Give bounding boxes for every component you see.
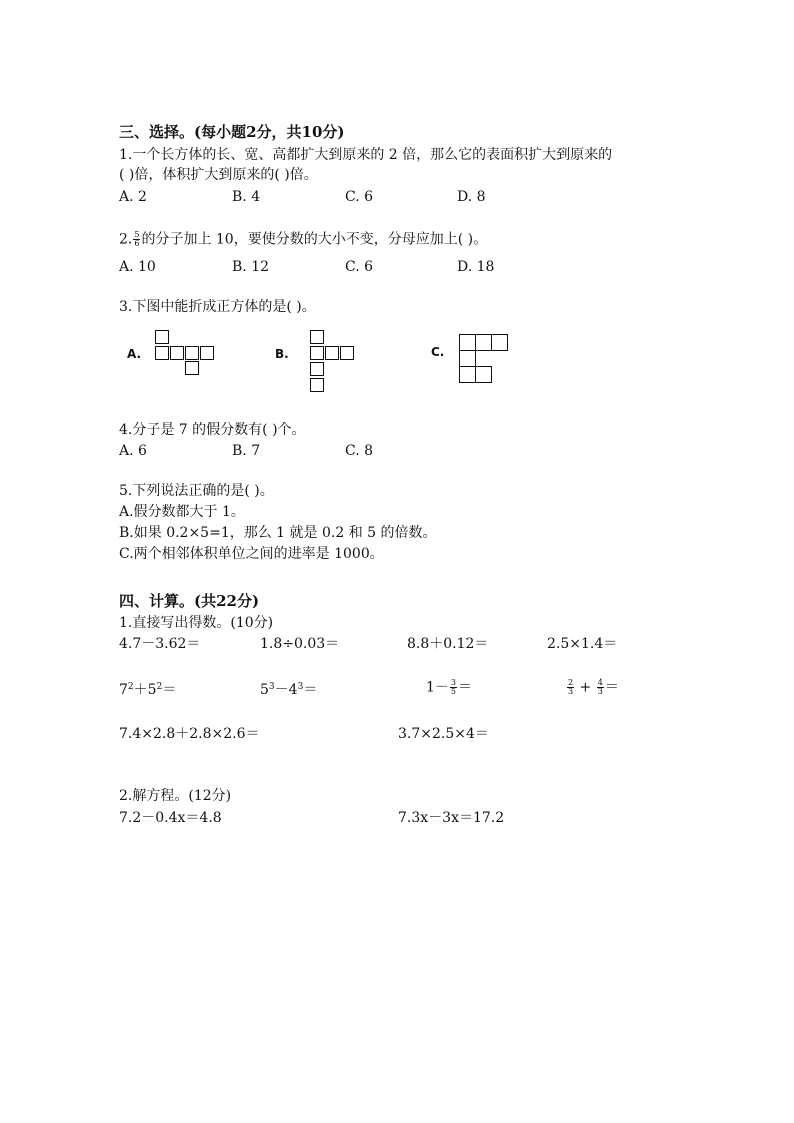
q4-option-c: C. 8 bbox=[345, 443, 374, 459]
calc-5 bbox=[119, 683, 176, 697]
equation-1: 7.2－0.4x＝4.8 bbox=[119, 810, 222, 826]
calc-6 bbox=[260, 683, 317, 697]
calc-6-base-b: 4 bbox=[288, 682, 298, 698]
calc-6-exp-b: 3 bbox=[297, 682, 304, 692]
question-3: 3.下图中能折成正方体的是( )。 bbox=[119, 299, 316, 315]
calc-6-eq: ＝ bbox=[303, 682, 318, 698]
equation-2: 7.3x－3x＝17.2 bbox=[398, 810, 505, 826]
calc-5-exp-a: 2 bbox=[127, 682, 134, 692]
q2-option-b: B. 12 bbox=[232, 259, 270, 275]
calc-5-eq: ＝ bbox=[162, 682, 177, 698]
q4-option-a: A. 6 bbox=[119, 443, 147, 459]
question-5: 5.下列说法正确的是( )。 bbox=[119, 483, 274, 499]
q5-option-b: B.如果 0.2×5=1，那么 1 就是 0.2 和 5 的倍数。 bbox=[119, 525, 437, 541]
calc-2: 1.8÷0.03＝ bbox=[260, 636, 340, 652]
question-1-line-1: 1.一个长方体的长、宽、高都扩大到原来的 2 倍，那么它的表面积扩大到原来的 bbox=[119, 147, 613, 163]
calc-5-exp-b: 2 bbox=[156, 682, 163, 692]
calc-7-num: 3 bbox=[450, 678, 457, 687]
calc-6-exp-a: 3 bbox=[268, 682, 275, 692]
net-a-label: A. bbox=[127, 347, 142, 361]
calc-3: 8.8＋0.12＝ bbox=[407, 636, 489, 652]
calc-8-den-1: 3 bbox=[568, 687, 574, 696]
q1-option-a: A. 2 bbox=[119, 189, 147, 205]
calc-4: 2.5×1.4＝ bbox=[547, 636, 618, 652]
q2-frac-den: 6 bbox=[134, 239, 140, 248]
q5-option-c: C.两个相邻体积单位之间的进率是 1000。 bbox=[119, 546, 384, 562]
q1-option-c: C. 6 bbox=[345, 189, 374, 205]
q2-option-d: D. 18 bbox=[457, 259, 495, 275]
q2-option-a: A. 10 bbox=[119, 259, 156, 275]
calc-1: 4.7－3.62＝ bbox=[119, 636, 201, 652]
q2-fraction bbox=[133, 231, 140, 248]
calc-7-lead: 1－ bbox=[426, 679, 449, 696]
calc-7-fraction bbox=[450, 679, 457, 696]
section-4-title: 四、计算。(共22分) bbox=[119, 592, 260, 610]
question-1-line-2: ( )倍，体积扩大到原来的( )倍。 bbox=[119, 167, 318, 183]
q1-option-d: D. 8 bbox=[457, 189, 486, 205]
q1-option-b: B. 4 bbox=[232, 189, 261, 205]
q2-text: 的分子加上 10，要使分数的大小不变，分母应加上( )。 bbox=[141, 231, 488, 248]
calc-5-op: ＋ bbox=[133, 682, 148, 698]
calc-9: 7.4×2.8＋2.8×2.6＝ bbox=[119, 726, 260, 742]
calc-7 bbox=[426, 679, 472, 696]
net-b-label: B. bbox=[275, 347, 289, 361]
calc-5-base-a: 7 bbox=[119, 682, 128, 698]
part-2-title: 2.解方程。(12分) bbox=[119, 788, 232, 804]
part-1-title: 1.直接写出得数。(10分) bbox=[119, 615, 274, 631]
calc-6-base-a: 5 bbox=[260, 682, 269, 698]
calc-7-den: 5 bbox=[450, 687, 457, 696]
calc-8-num-2: 4 bbox=[597, 678, 603, 687]
calc-10: 3.7×2.5×4＝ bbox=[398, 726, 489, 742]
q4-option-b: B. 7 bbox=[232, 443, 261, 459]
net-c-label: C. bbox=[431, 345, 445, 359]
calc-8-op: + bbox=[575, 679, 596, 696]
calc-6-op: － bbox=[274, 682, 289, 698]
question-2 bbox=[119, 231, 487, 248]
calc-8-num-1: 2 bbox=[568, 678, 574, 687]
q2-frac-num: 5 bbox=[134, 230, 140, 239]
q5-option-a: A.假分数都大于 1。 bbox=[119, 504, 245, 520]
section-3-title: 三、选择。(每小题2分，共10分) bbox=[119, 123, 345, 141]
calc-8-fraction-1 bbox=[567, 679, 574, 696]
calc-8 bbox=[566, 679, 619, 696]
q2-option-c: C. 6 bbox=[345, 259, 374, 275]
calc-8-eq: ＝ bbox=[604, 679, 619, 696]
q2-prefix: 2. bbox=[119, 231, 133, 248]
question-4: 4.分子是 7 的假分数有( )个。 bbox=[119, 422, 306, 438]
calc-8-den-2: 3 bbox=[597, 687, 603, 696]
calc-7-eq: ＝ bbox=[458, 679, 473, 696]
calc-8-fraction-2 bbox=[597, 679, 604, 696]
calc-5-base-b: 5 bbox=[147, 682, 157, 698]
